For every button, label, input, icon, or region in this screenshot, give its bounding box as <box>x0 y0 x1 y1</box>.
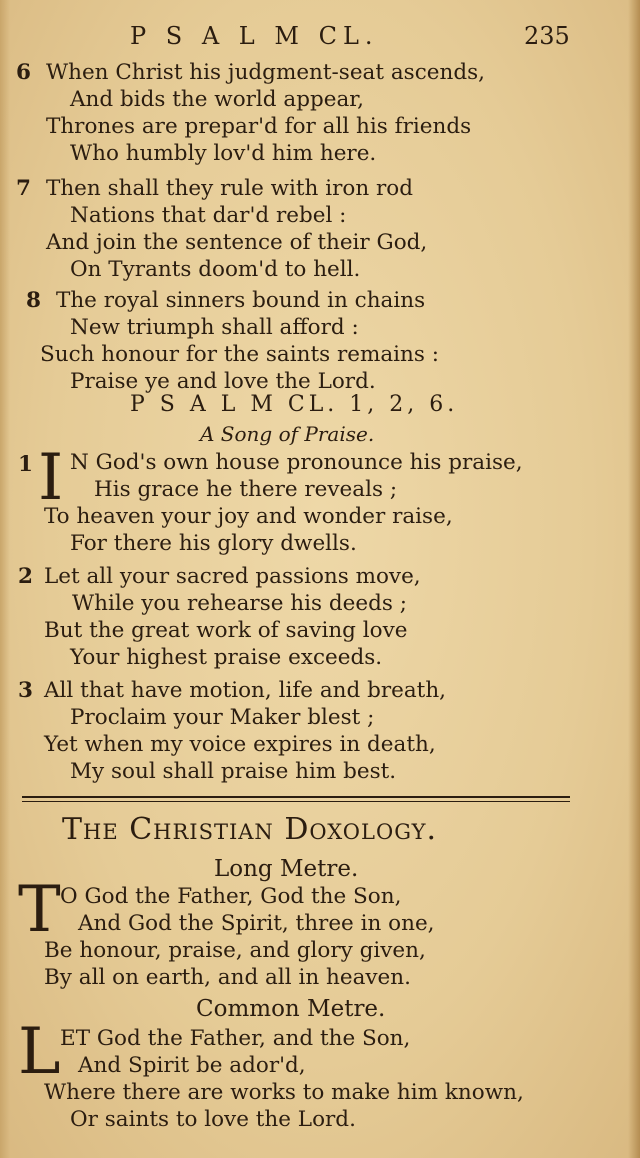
verse-line: Yet when my voice expires in death, <box>44 732 436 757</box>
verse-line: Nations that dar'd rebel : <box>70 203 347 228</box>
verse-line: ET God the Father, and the Son, <box>60 1026 411 1051</box>
verse-line: Such honour for the saints remains : <box>40 342 440 367</box>
verse-line: When Christ his judgment-seat ascends, <box>46 60 485 85</box>
common-metre-heading: Common Metre. <box>196 996 386 1022</box>
verse-line: Thrones are prepar'd for all his friends <box>46 114 472 139</box>
verse-line: Your highest praise exceeds. <box>70 645 383 670</box>
verse-line: Praise ye and love the Lord. <box>70 369 376 394</box>
verse-line: O God the Father, God the Son, <box>60 884 402 909</box>
page-number: 235 <box>524 22 570 50</box>
verse-line: Or saints to love the Lord. <box>70 1107 356 1132</box>
running-head: P S A L M CL. <box>130 22 379 50</box>
verse-line: To heaven your joy and wonder raise, <box>44 504 453 529</box>
stanza-number: 6 <box>16 60 31 85</box>
drop-cap: L <box>18 1015 61 1089</box>
page-edge-left <box>0 0 10 1158</box>
verse-line: Then shall they rule with iron rod <box>46 176 413 201</box>
verse-line: The royal sinners bound in chains <box>56 288 426 313</box>
doxology-title: The Christian Doxology. <box>62 812 437 847</box>
verse-line: N God's own house pronounce his praise, <box>70 450 523 475</box>
verse-line: And God the Spirit, three in one, <box>78 911 435 936</box>
stanza-number: 2 <box>18 564 33 589</box>
psalm-subtitle: A Song of Praise. <box>200 422 375 446</box>
verse-line: And Spirit be ador'd, <box>78 1053 306 1078</box>
psalm-title: P S A L M CL. 1, 2, 6. <box>130 392 459 417</box>
verse-line: And join the sentence of their God, <box>46 230 428 255</box>
stanza-number: 7 <box>16 176 31 201</box>
stanza-number: 8 <box>26 288 41 313</box>
verse-line: Where there are works to make him known, <box>44 1080 524 1105</box>
verse-line: All that have motion, life and breath, <box>44 678 447 703</box>
drop-cap: I <box>38 441 64 515</box>
verse-line: For there his glory dwells. <box>70 531 357 556</box>
verse-line: His grace he there reveals ; <box>94 477 398 502</box>
stanza-number: 3 <box>18 678 33 703</box>
section-rule-thin <box>22 801 570 802</box>
stanza-number: 1 <box>18 452 33 477</box>
section-rule <box>22 796 570 798</box>
verse-line: Proclaim your Maker blest ; <box>70 705 375 730</box>
verse-line: Let all your sacred passions move, <box>44 564 421 589</box>
verse-line: New triumph shall afford : <box>70 315 359 340</box>
verse-line: On Tyrants doom'd to hell. <box>70 257 361 282</box>
verse-line: My soul shall praise him best. <box>70 759 397 784</box>
drop-cap: T <box>18 873 61 947</box>
verse-line: While you rehearse his deeds ; <box>72 591 407 616</box>
verse-line: By all on earth, and all in heaven. <box>44 965 411 990</box>
long-metre-heading: Long Metre. <box>214 856 359 882</box>
verse-line: And bids the world appear, <box>70 87 365 112</box>
page-edge-right <box>628 0 640 1158</box>
verse-line: Be honour, praise, and glory given, <box>44 938 426 963</box>
verse-line: Who humbly lov'd him here. <box>70 141 377 166</box>
verse-line: But the great work of saving love <box>44 618 408 643</box>
